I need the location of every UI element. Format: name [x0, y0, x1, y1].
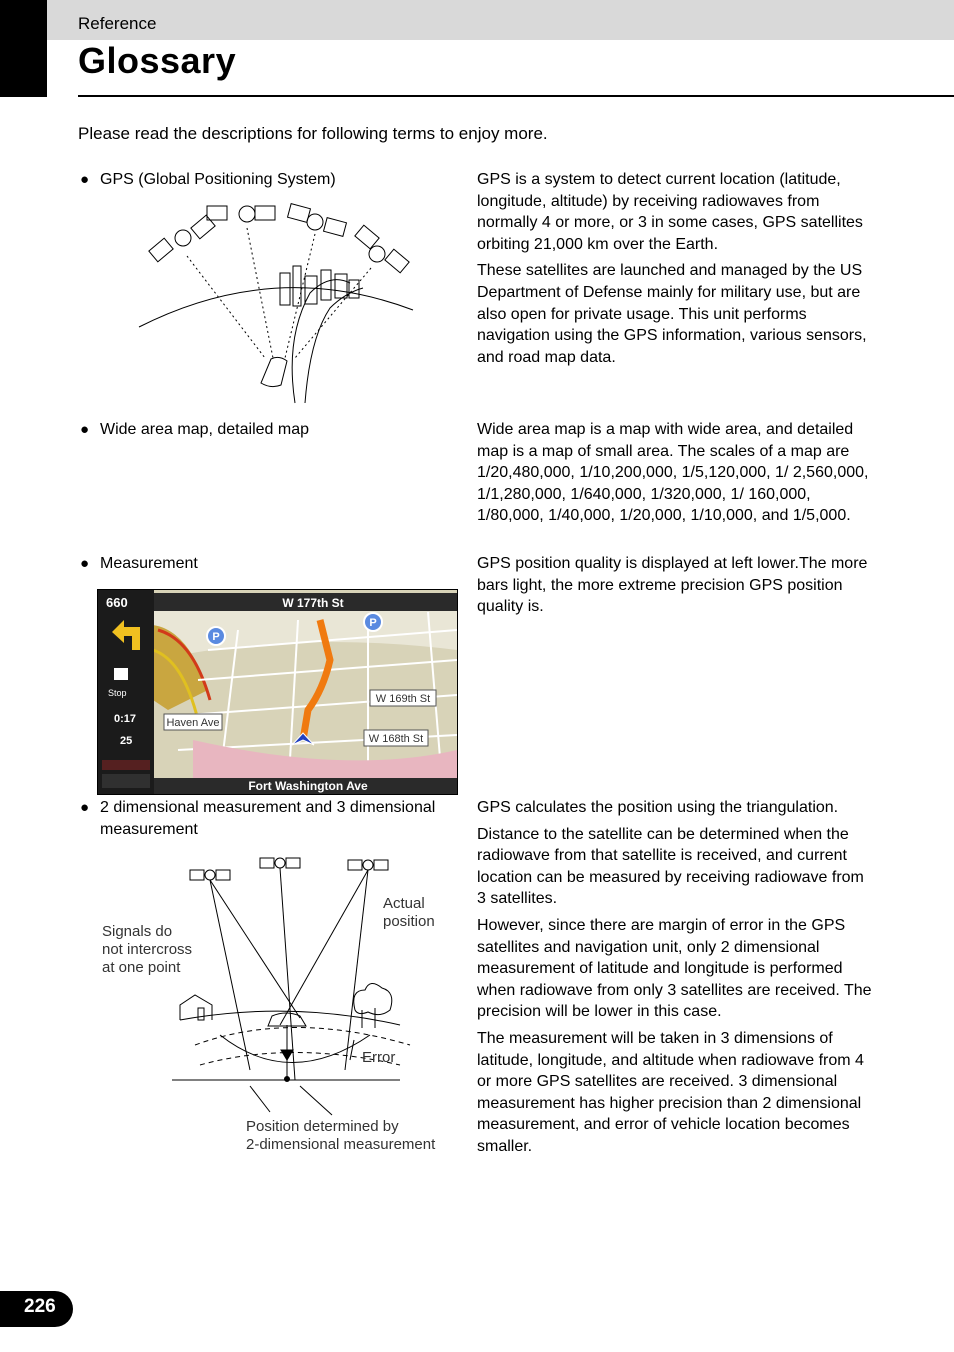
term-label: 2 dimensional measurement and 3 dimensional measurement: [100, 799, 436, 838]
street-label: Haven Ave: [166, 717, 220, 729]
distance-readout: 660: [106, 595, 128, 610]
speed-readout: 25: [120, 735, 133, 747]
page-title: Glossary: [78, 40, 237, 81]
stop-label: Stop: [108, 688, 127, 698]
2d-measurement-diagram: [100, 850, 460, 1160]
position-label: Position determined by: [246, 1118, 399, 1135]
navigation-screenshot: [97, 589, 458, 795]
bullet-icon: ●: [80, 421, 90, 438]
desc-map: [477, 419, 877, 532]
actual-position-label: Actual: [383, 895, 425, 912]
term-measurement: [80, 553, 440, 575]
bullet-icon: ●: [80, 171, 90, 188]
time-readout: 0:17: [114, 713, 137, 725]
signals-label: not intercross: [102, 941, 193, 958]
section-label: Reference: [78, 14, 157, 33]
desc-paragraph: These satellites are launched and managed by the US Department of Defense mainly for military use, but are also open for private usage. This unit performs navigation using the GPS information, various sensors, and road map data.: [477, 262, 867, 366]
street-label: W 169th St: [375, 693, 431, 705]
desc-gps: [477, 169, 877, 373]
desc-measurement: [477, 553, 877, 623]
poi-letter: P: [369, 617, 377, 629]
term-2d-3d: [80, 797, 460, 841]
poi-letter: P: [212, 631, 220, 643]
satellite-icon: [288, 204, 347, 237]
bullet-icon: ●: [80, 555, 90, 572]
nav-map: [98, 590, 457, 794]
satellite-icon: [149, 215, 215, 262]
signals-label: Signals do: [102, 923, 173, 940]
page-number: 226: [24, 1296, 56, 1317]
satellite-icon: [190, 870, 230, 880]
error-label: Error: [362, 1049, 396, 1066]
satellite-icon: [355, 225, 409, 273]
desc-paragraph: GPS is a system to detect current location (latitude, longitude, altitude) by receiving radiowaves from normally 4 or more, or 3 in some cases, GPS satellites orbiting 21,000 km over the Earth.: [477, 171, 863, 253]
chapter-tab: [0, 0, 47, 97]
term-label: Wide area map, detailed map: [100, 421, 309, 438]
position-label: 2-dimensional measurement: [246, 1136, 436, 1153]
bullet-icon: ●: [80, 799, 90, 816]
term-gps: [80, 169, 440, 191]
term-label: Measurement: [100, 555, 198, 572]
desc-paragraph: The measurement will be taken in 3 dimensions of latitude, longitude, and altitude when radiowave from 4 or more GPS satellites are received. 3 dimensional measurement has higher precision than 2 dimensional measurement, and error of vehicle location becomes smaller.: [477, 1029, 864, 1155]
street-name-bottom: Fort Washington Ave: [248, 779, 368, 793]
street-label: W 168th St: [368, 733, 424, 745]
desc-paragraph: GPS calculates the position using the triangulation.: [477, 799, 839, 816]
satellite-icon: [348, 860, 388, 870]
title-rule: [78, 95, 954, 97]
street-name-top: W 177th St: [282, 596, 344, 610]
stop-icon: [114, 668, 128, 680]
poi-icon: [364, 613, 382, 631]
intro-text: Please read the descriptions for following terms to enjoy more.: [78, 124, 548, 143]
header-band: [47, 0, 954, 40]
satellite-icon: [260, 858, 300, 868]
actual-position-label: position: [383, 913, 435, 930]
signals-label: at one point: [102, 959, 181, 976]
poi-icon: [207, 627, 225, 645]
desc-paragraph: Wide area map is a map with wide area, and detailed map is a map of small area. The scales of a map are 1/20,480,000, 1/10,200,000, 1/5,120,000, 1/ 2,560,000, 1/1,280,000, 1/640,000, 1/320,000, 1/ 160,000, 1/80,000, 1/40,000, 1/20,000, 1/10,000, and 1/5,000.: [477, 421, 869, 525]
desc-2d-3d: [477, 797, 877, 1163]
gps-satellites-illustration: [135, 198, 425, 410]
desc-paragraph: Distance to the satellite can be determined when the radiowave from that satellite is received, and current location can be measured by receiving radiowave from 3 satellites.: [477, 825, 864, 908]
term-map: [80, 419, 440, 441]
desc-paragraph: However, since there are margin of error in the GPS satellites and navigation unit, only 2 dimensional measurement of latitude and longitude is performed when radiowave from only 3 satellites are received. The precision will be lower in this case.: [477, 916, 872, 1021]
term-label: GPS (Global Positioning System): [100, 171, 336, 188]
satellite-icon: [207, 206, 275, 222]
desc-paragraph: GPS position quality is displayed at left lower.The more bars light, the more extreme precision GPS position quality is.: [477, 555, 868, 616]
